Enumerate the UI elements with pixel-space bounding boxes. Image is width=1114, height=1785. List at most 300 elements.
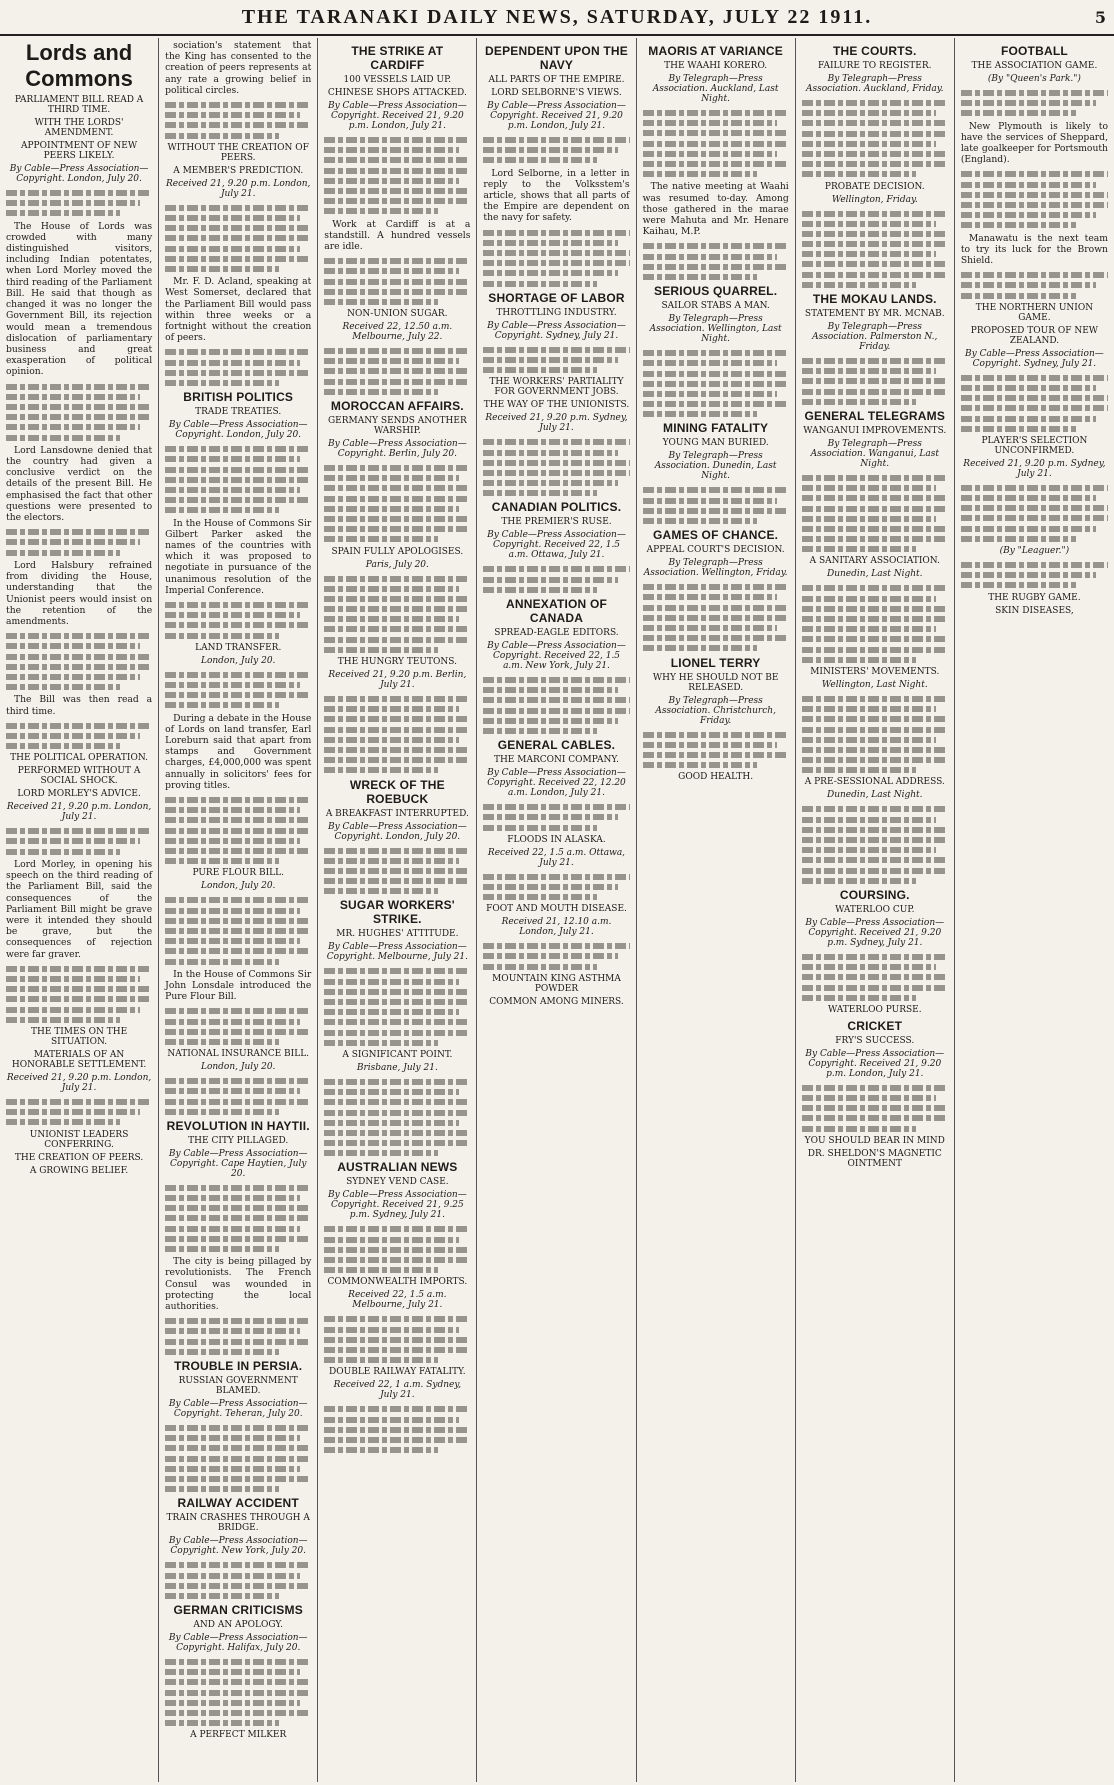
text-line [165, 807, 299, 813]
article-dateline: By Cable—Press Association—Copyright. Sydney, July 21. [487, 320, 626, 341]
text-line [802, 868, 948, 874]
article-dateline: Dunedin, Last Night. [827, 569, 923, 580]
article-subheading: FOOT AND MOUTH DISEASE. [486, 904, 627, 915]
text-line [643, 274, 757, 280]
text-line [165, 1659, 311, 1665]
article-subheading: FLOODS IN ALASKA. [507, 834, 606, 845]
text-line [324, 757, 470, 763]
text-line [961, 385, 1096, 391]
text-line [6, 1119, 120, 1125]
article-subheading: THE PREMIER'S RUSE. [501, 517, 612, 528]
article-dateline: Received 22, 1 a.m. Sydney, July 21. [333, 1380, 462, 1401]
news-column-3 [318, 38, 477, 1782]
text-line [802, 878, 916, 884]
text-line [6, 190, 152, 196]
text-line [324, 858, 458, 864]
text-line [802, 995, 916, 1001]
text-line [802, 585, 948, 591]
text-line [802, 506, 948, 512]
body-text-lines [165, 797, 311, 864]
article-subheading: FRY'S SUCCESS. [835, 1035, 915, 1046]
text-line [483, 439, 629, 445]
article-subheading: MOUNTAIN KING ASTHMA POWDER [492, 973, 621, 994]
text-line [165, 456, 299, 462]
article-subheading: PURE FLOUR BILL. [192, 868, 284, 879]
text-line [324, 178, 458, 184]
body-text-lines [643, 243, 789, 280]
text-line [165, 1573, 299, 1579]
text-line [961, 171, 1108, 177]
body-text-lines [802, 806, 948, 883]
article-dateline: By Cable—Press Association—Copyright. Received 21, 9.20 p.m. Sydney, July 21. [805, 917, 945, 948]
text-line [324, 1257, 470, 1263]
text-line [324, 147, 458, 153]
article-dateline: By Telegraph—Press Association. Dunedin, Last Night. [654, 451, 777, 482]
body-text-lines [165, 1425, 311, 1492]
article-paragraph: During a debate in the House of Lords on land transfer, Earl Loreburn said that apart from stamps and Government charges, £4,000,000 was spent annually in solicitors' fees for proving titles. [165, 712, 312, 791]
text-line [483, 281, 597, 287]
article-subheading: LAND TRANSFER. [195, 642, 282, 653]
text-line [802, 626, 936, 632]
article-dateline: By Cable—Press Association—Copyright. Received 21, 9.20 p.m. London, July 21. [487, 101, 626, 131]
text-line [802, 1105, 948, 1111]
text-line [165, 1339, 311, 1345]
article-headline: LIONEL TERRY [670, 655, 761, 670]
article-dateline: Received 21, 9.20 p.m. Sydney, July 21. [485, 413, 628, 434]
text-line [324, 1437, 470, 1443]
text-line [324, 506, 458, 512]
text-line [324, 379, 470, 385]
text-line [802, 378, 948, 384]
text-line [324, 888, 438, 894]
body-text-lines [6, 1099, 152, 1125]
text-line [483, 687, 617, 693]
body-text-lines [165, 1185, 311, 1252]
article-subheading: SYDNEY VEND CASE. [346, 1177, 449, 1188]
body-text-lines [961, 272, 1108, 298]
text-line [324, 1237, 458, 1243]
body-text-lines [6, 633, 152, 690]
text-line [802, 171, 916, 177]
article-subheading: THE WORKERS' PARTIALITY FOR GOVERNMENT JOBS. [489, 377, 624, 398]
article-subheading: MR. HUGHES' ATTITUDE. [336, 929, 459, 940]
article-subheading: NATIONAL INSURANCE BILL. [167, 1049, 310, 1060]
text-line [483, 270, 617, 276]
text-line [802, 151, 948, 157]
text-line [643, 120, 777, 126]
body-text-lines [324, 576, 470, 653]
text-line [165, 1486, 279, 1492]
article-paragraph: In the House of Commons Sir Gilbert Parker asked the names of the countries with which it was proposed to negotiate in pursuance of the unanimous resolution of the Imperial Conference. [165, 517, 312, 596]
text-line [483, 157, 597, 163]
article-subheading: RUSSIAN GOVERNMENT BLAMED. [178, 1376, 298, 1397]
text-line [961, 426, 1076, 432]
article-headline: TROUBLE IN PERSIA. [174, 1359, 303, 1374]
text-line [802, 110, 936, 116]
article-paragraph: Lord Halsbury refrained from dividing the House, understanding that the Unionist peers would insist on the retention of the amendments. [6, 559, 153, 627]
text-line [961, 282, 1096, 288]
body-text-lines [165, 602, 311, 639]
text-line [483, 137, 629, 143]
article-subheading: SKIN DISEASES, [995, 605, 1074, 616]
text-line [324, 637, 470, 643]
article-dateline: Received 22, 1.5 a.m. Melbourne, July 21. [348, 1290, 447, 1311]
text-line [165, 1318, 311, 1324]
article-dateline: Received 21, 9.20 p.m. Berlin, July 21. [328, 670, 467, 691]
text-line [324, 496, 470, 502]
text-line [802, 737, 936, 743]
text-line [324, 137, 470, 143]
article-subheading: PROPOSED TOUR OF NEW ZEALAND. [970, 325, 1099, 346]
text-line [961, 192, 1108, 198]
text-line [324, 1040, 438, 1046]
news-column-7 [955, 38, 1114, 1782]
text-line [165, 497, 311, 503]
text-line [165, 858, 279, 864]
article-headline: THE COURTS. [833, 44, 917, 58]
text-line [165, 1562, 311, 1568]
article-headline: THE STRIKE AT CARDIFF [351, 44, 444, 72]
text-line [802, 696, 948, 702]
text-line [324, 348, 470, 354]
article-subheading: UNIONIST LEADERS CONFERRING. [29, 1129, 129, 1150]
article-subheading: SAILOR STABS A MAN. [661, 301, 770, 312]
text-line [324, 1417, 458, 1423]
article-subheading: A BREAKFAST INTERRUPTED. [325, 808, 469, 819]
text-line [324, 647, 438, 653]
article-headline: ANNEXATION OF CANADA [505, 597, 608, 626]
text-line [6, 966, 152, 972]
article-headline: Lords and Commons [25, 40, 133, 91]
article-paragraph: The House of Lords was crowded with many distinguished visitors, including Indian potentates, when Lord Morley moved the third reading of the Parliament Bill. He said that though as changed it was no longer the Government Bill, its rejection would mean a tremendous dislocation of parliamentary business and great exasperation of political opinion. [6, 220, 153, 378]
text-line [165, 959, 279, 965]
news-column-2 [159, 38, 318, 1782]
text-line [802, 475, 948, 481]
text-line [483, 480, 617, 486]
article-dateline: By Telegraph—Press Association. Christchurch, Friday. [655, 695, 776, 726]
text-line [324, 716, 470, 722]
article-subheading: THE POLITICAL OPERATION. [10, 753, 149, 764]
text-line [961, 416, 1096, 422]
text-line [6, 1017, 120, 1023]
body-text-lines [165, 1078, 311, 1115]
text-line [165, 235, 311, 241]
text-line [165, 467, 311, 473]
text-line [961, 395, 1108, 401]
article-headline: CRICKET [847, 1018, 903, 1033]
text-line [802, 1085, 948, 1091]
article-subheading: TRADE TREATIES. [195, 407, 282, 418]
text-line [802, 606, 948, 612]
text-line [643, 350, 789, 356]
text-line [324, 526, 470, 532]
text-line [802, 516, 936, 522]
text-line [802, 272, 948, 278]
article-subheading: A PERFECT MILKER [190, 1730, 287, 1741]
text-line [802, 241, 948, 247]
article-dateline: By Cable—Press Association—Copyright. Berlin, July 20. [327, 439, 467, 460]
text-line [165, 112, 299, 118]
text-line [6, 996, 152, 1002]
text-line [6, 1109, 140, 1115]
text-line [165, 838, 299, 844]
text-line [324, 1267, 438, 1273]
text-line [165, 1679, 311, 1685]
text-line [165, 897, 311, 903]
text-line [483, 470, 629, 476]
text-line [165, 215, 299, 221]
body-text-lines [6, 190, 152, 216]
article-dateline: By Cable—Press Association—Copyright. Halifax, July 20. [168, 1633, 308, 1654]
text-line [324, 358, 458, 364]
body-text-lines [165, 446, 311, 513]
body-text-lines [165, 1318, 311, 1355]
text-line [324, 1009, 458, 1015]
body-text-lines [483, 943, 629, 969]
text-line [324, 696, 470, 702]
text-line [802, 847, 936, 853]
text-line [961, 100, 1096, 106]
body-text-lines [802, 211, 948, 288]
text-line [802, 358, 948, 364]
text-line [165, 1435, 299, 1441]
text-line [165, 1205, 311, 1211]
body-text-lines [643, 350, 789, 417]
article-dateline: By Cable—Press Association—Copyright. Received 22, 1.5 a.m. Ottawa, July 21. [487, 530, 626, 561]
text-line [324, 1079, 470, 1085]
body-text-lines [324, 696, 470, 773]
article-paragraph: sociation's statement that the King has consented to the creation of peers represents at any rate a growing belief in political circles. [165, 40, 312, 96]
text-line [802, 100, 948, 106]
body-text-lines [643, 487, 789, 524]
text-line [802, 964, 936, 970]
article-dateline: By Cable—Press Association—Copyright. New York, July 20. [168, 1536, 308, 1557]
body-text-lines [165, 102, 311, 139]
article-dateline: Received 22, 12.50 a.m. Melbourne, July 22. [342, 322, 453, 343]
article-subheading: A SIGNIFICANT POINT. [342, 1049, 453, 1060]
text-line [6, 414, 152, 420]
text-line [961, 222, 1076, 228]
article-subheading: A GROWING BELIEF. [29, 1165, 129, 1176]
article-subheading: WITHOUT THE CREATION OF PEERS. [167, 142, 309, 163]
body-text-lines [802, 585, 948, 662]
body-text-lines [165, 1562, 311, 1599]
text-line [6, 424, 140, 430]
text-line [6, 394, 140, 400]
article-subheading: 100 VESSELS LAID UP. [343, 75, 452, 85]
article-paragraph: Lord Morley, in opening his speech on the third reading of the Parliament Bill, said the consequences of the Parliament Bill might be grave were it intended they should be grave, but the consequences of rejection were far graver. [6, 858, 153, 960]
text-line [961, 526, 1096, 532]
article-subheading: CHINESE SHOPS ATTACKED. [327, 88, 467, 98]
article-headline: AUSTRALIAN NEWS [337, 1160, 458, 1175]
text-line [165, 702, 279, 708]
body-text-lines [324, 968, 470, 1045]
text-line [324, 1150, 438, 1156]
text-line [165, 918, 311, 924]
text-line [324, 1327, 458, 1333]
article-paragraph: New Plymouth is likely to have the services of Sheppard, late goalkeeper for Portsmouth (England). [960, 120, 1108, 166]
text-line [324, 198, 470, 204]
body-text-lines [324, 1079, 470, 1156]
body-text-lines [165, 1008, 311, 1045]
text-line [6, 384, 152, 390]
article-headline: WRECK OF THE ROEBUCK [349, 777, 445, 806]
text-line [324, 999, 470, 1005]
text-line [324, 706, 458, 712]
body-text-lines [165, 205, 311, 272]
body-text-lines [643, 732, 789, 769]
text-line [483, 697, 629, 703]
text-line [643, 360, 777, 366]
article-dateline: Wellington, Friday. [831, 194, 918, 205]
text-line [165, 1593, 279, 1599]
text-line [802, 389, 948, 395]
text-line [6, 743, 120, 749]
text-line [961, 495, 1096, 501]
article-headline: SERIOUS QUARREL. [654, 284, 778, 299]
article-dateline: By Cable—Press Association—Copyright. Received 22, 12.20 a.m. London, July 21. [487, 768, 626, 799]
text-line [643, 762, 757, 768]
text-line [165, 1088, 299, 1094]
article-subheading: SPAIN FULLY APOLOGISES. [331, 546, 464, 557]
text-line [6, 643, 140, 649]
article-subheading: WITH THE LORDS' AMENDMENT. [34, 118, 124, 138]
text-line [643, 141, 789, 147]
article-subheading: DR. SHELDON'S MAGNETIC OINTMENT [807, 1148, 942, 1169]
text-line [483, 874, 629, 880]
article-dateline: By Telegraph—Press Association. Wellington, Friday. [643, 558, 788, 579]
article-subheading: THE NORTHERN UNION GAME. [975, 302, 1094, 323]
article-subheading: GOOD HEALTH. [678, 772, 754, 783]
text-line [802, 251, 936, 257]
article-headline: GENERAL TELEGRAMS [804, 408, 946, 423]
text-line [483, 230, 629, 236]
text-line [483, 964, 597, 970]
text-line [802, 837, 948, 843]
body-text-lines [961, 375, 1108, 432]
article-headline: SHORTAGE OF LABOR [488, 290, 625, 305]
text-line [165, 1456, 311, 1462]
news-column-1 [0, 38, 159, 1782]
text-line [483, 260, 629, 266]
text-line [324, 1130, 470, 1136]
text-line [165, 349, 311, 355]
text-line [324, 1316, 470, 1322]
article-dateline: Received 22, 1.5 a.m. Ottawa, July 21. [487, 847, 626, 868]
text-line [6, 633, 152, 639]
article-dateline: By Telegraph—Press Association. Wellington, Last Night. [649, 314, 782, 345]
article-headline: MOROCCAN AFFAIRS. [330, 399, 464, 414]
body-text-lines [802, 954, 948, 1001]
article-headline: BRITISH POLITICS [183, 390, 294, 405]
article-subheading: APPEAL COURT'S DECISION. [646, 545, 785, 556]
article-dateline: Wellington, Last Night. [821, 679, 928, 690]
article-dateline: Received 21, 9.20 p.m. London, July 21. [6, 802, 152, 823]
body-text-lines [324, 1226, 470, 1273]
text-line [324, 968, 470, 974]
article-subheading: AND AN APOLOGY. [193, 1620, 284, 1631]
text-line [643, 243, 789, 249]
text-line [324, 767, 438, 773]
text-line [802, 757, 948, 763]
text-line [324, 1337, 470, 1343]
text-line [802, 647, 948, 653]
text-line [165, 622, 311, 628]
article-dateline: By Telegraph—Press Association. Auckland, Friday. [806, 74, 944, 94]
article-dateline: London, July 20. [200, 1062, 276, 1073]
text-line [324, 1347, 470, 1353]
body-text-lines [483, 137, 629, 163]
text-line [6, 976, 140, 982]
text-line [165, 797, 311, 803]
text-line [802, 716, 948, 722]
text-line [483, 357, 617, 363]
text-line [802, 526, 948, 532]
body-text-lines [324, 137, 470, 214]
text-line [6, 200, 140, 206]
text-line [802, 399, 916, 405]
body-text-lines [643, 584, 789, 651]
text-line [802, 221, 936, 227]
text-line [802, 954, 948, 960]
text-line [324, 1447, 438, 1453]
body-text-lines [961, 485, 1108, 542]
text-line [165, 1029, 311, 1035]
body-text-lines [802, 358, 948, 405]
text-line [165, 1700, 299, 1706]
text-line [802, 657, 916, 663]
article-paragraph: Work at Cardiff is at a standstill. A hundred vessels are idle. [324, 218, 471, 252]
text-line [165, 938, 299, 944]
text-line [643, 161, 789, 167]
text-line [802, 827, 948, 833]
article-subheading: THE CREATION OF PEERS. [14, 1152, 144, 1163]
article-dateline: By Cable—Press Association—Copyright. Received 22, 1.5 a.m. New York, July 21. [487, 641, 626, 672]
text-line [643, 401, 789, 407]
text-line [802, 282, 916, 288]
text-line [643, 498, 777, 504]
article-subheading: WANGANUI IMPROVEMENTS. [803, 425, 947, 436]
text-line [483, 708, 629, 714]
text-line [165, 1425, 311, 1431]
article-paragraph: In the House of Commons Sir John Lonsdale introduced the Pure Flour Bill. [165, 968, 312, 1003]
body-text-lines [483, 439, 629, 496]
article-headline: GENERAL CABLES. [497, 738, 616, 753]
text-line [165, 1445, 311, 1451]
article-dateline: London, July 20. [200, 881, 276, 892]
text-line [324, 878, 470, 884]
text-line [165, 1710, 311, 1716]
text-line [165, 848, 311, 854]
text-line [165, 246, 299, 252]
text-line [6, 654, 152, 660]
article-headline: THE MOKAU LANDS. [812, 292, 937, 306]
news-column-4 [477, 38, 636, 1782]
text-line [6, 674, 140, 680]
text-line [165, 1236, 311, 1242]
article-headline: MINING FATALITY [663, 421, 769, 436]
article-subheading: THROTTLING INDUSTRY. [496, 307, 617, 318]
text-line [6, 210, 120, 216]
text-line [324, 727, 470, 733]
text-line [165, 828, 311, 834]
text-line [961, 572, 1096, 578]
text-line [802, 141, 936, 147]
text-line [324, 475, 458, 481]
article-dateline: By Telegraph—Press Association. Wanganui, Last Night. [810, 438, 939, 469]
body-text-lines [324, 258, 470, 305]
article-dateline: London, July 20. [200, 655, 276, 666]
